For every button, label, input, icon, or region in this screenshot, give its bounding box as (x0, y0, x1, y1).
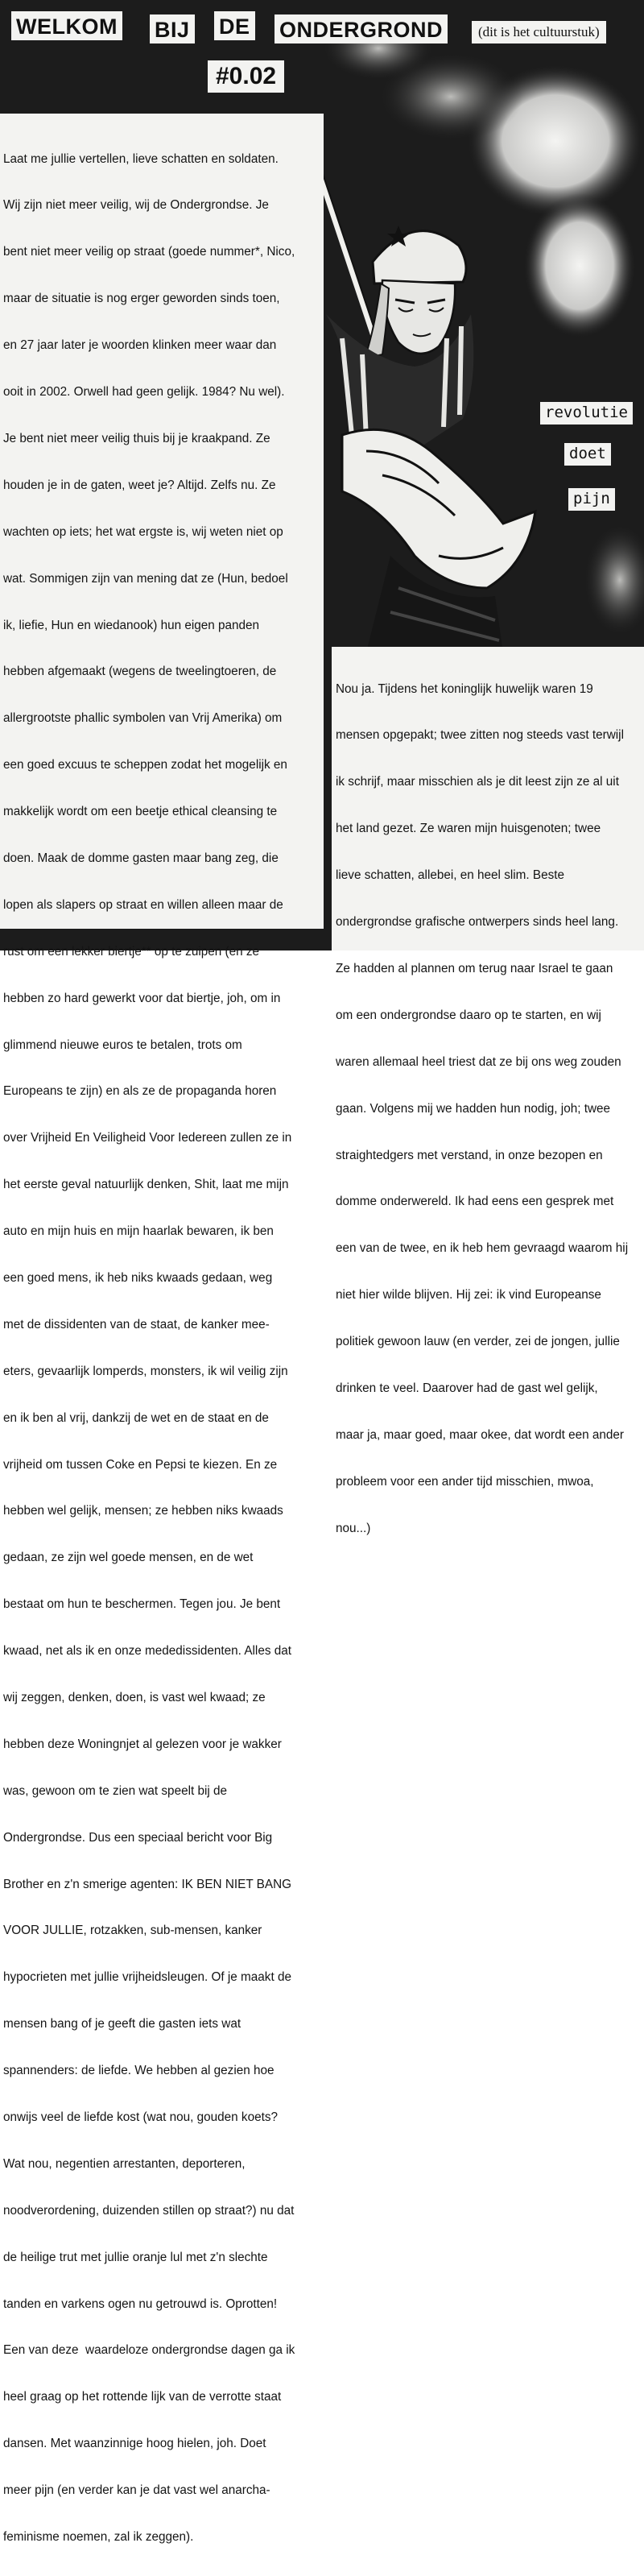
slogan-revolutie: revolutie (540, 402, 633, 425)
article-line: makkelijk wordt om een beetje ethical cleansing te (3, 805, 278, 819)
article-line: de heilige trut met jullie oranje lul met z'n slechte (3, 2250, 268, 2264)
article-line: maar de situatie is nog erger geworden sinds toen, (3, 292, 280, 306)
article-line: VOOR JULLIE, rotzakken, sub-mensen, kanker (3, 1924, 262, 1938)
article-line: doen. Maak de domme gasten maar bang zeg, die (3, 851, 279, 865)
article-line: maar ja, maar goed, maar okee, dat wordt een ander (336, 1427, 624, 1442)
article-line: spannenders: de liefde. We hebben al gezien hoe (3, 2064, 275, 2078)
article-line: bestaat om hun te beschermen. Tegen jou. Je bent (3, 1597, 281, 1612)
article-line: waren allemaal heel triest dat ze bij ons weg zouden (336, 1054, 621, 1069)
article-line: was, gewoon om te zien wat speelt bij de (3, 1783, 228, 1798)
article-line: lieve schatten, allebei, en heel slim. Beste (336, 868, 565, 883)
article-line: en 27 jaar later je woorden klinken meer waar dan (3, 338, 277, 353)
article-line: over Vrijheid En Veiligheid Voor Iedereen zullen ze in (3, 1131, 292, 1145)
article-line: drinken te veel. Daarover had de gast wel gelijk, (336, 1381, 598, 1395)
issue-number: #0.02 (208, 60, 284, 93)
title-word-bij: BIJ (150, 14, 195, 43)
article-line: rust om een lekker biertje** op te zuipen (en ze (3, 944, 260, 959)
article-line: ondergrondse grafische ontwerpers sinds heel lang. (336, 915, 619, 930)
article-line: een van de twee, en ik heb hem gevraagd waarom hij (336, 1241, 629, 1256)
article-line: allergrootste phallic symbolen van Vrij Amerika) om (3, 711, 283, 726)
article-line: Je bent niet meer veilig thuis bij je kraakpand. Ze (3, 431, 270, 445)
article-line: hebben wel gelijk, mensen; ze hebben niks kwaads (3, 1504, 283, 1518)
article-line: ik schrijf, maar misschien als je dit leest zijn ze al uit (336, 775, 619, 789)
article-left-column (0, 114, 324, 2545)
article-line: Wat nou, negentien arrestanten, deporteren, (3, 2156, 246, 2171)
article-line: mensen opgepakt; twee zitten nog steeds vast terwijl (336, 728, 624, 743)
article-line: wij zeggen, denken, doen, is vast wel kwaad; ze (3, 1690, 266, 1704)
article-line: een goed mens, ik heb niks kwaads gedaan, weg (3, 1270, 273, 1285)
article-line: met de dissidenten van de staat, de kanker mee- (3, 1317, 270, 1331)
article-line: gaan. Volgens mij we hadden hun nodig, joh; twee (336, 1101, 611, 1116)
anarchist-figure-with-flag-icon (318, 72, 644, 652)
article-line: kwaad, net als ik en onze mededissidenten. Alles dat (3, 1644, 291, 1659)
article-line: en ik ben al vrij, dankzij de wet en de staat en de (3, 1410, 269, 1425)
article-line: lopen als slapers op straat en willen alleen maar de (3, 897, 283, 912)
article-line: probleem voor een ander tijd misschien, mwoa, (336, 1474, 594, 1489)
article-line: feminisme noemen, zal ik zeggen). (3, 2530, 194, 2545)
article-line: een goed excuus te scheppen zodat het mogelijk en (3, 758, 287, 772)
article-line: vrijheid om tussen Coke en Pepsi te kiezen. En ze (3, 1457, 278, 1472)
subtitle-note: (dit is het cultuurstuk) (472, 21, 606, 43)
article-line: bent niet meer veilig op straat (goede nummer*, Nico, (3, 245, 295, 259)
article-line: nou...) (336, 1521, 371, 1535)
article-line: Laat me jullie vertellen, lieve schatten en soldaten. (3, 151, 279, 166)
article-line: Wij zijn niet meer veilig, wij de Ondergrondse. Je (3, 198, 269, 213)
title-word-welkom: WELKOM (11, 11, 122, 40)
article-line: dansen. Met waanzinnige hoog hielen, joh. Doet (3, 2437, 266, 2451)
article-line: hebben deze Woningnjet al gelezen voor je wakker (3, 1737, 282, 1751)
article-line: Een van deze waardeloze ondergrondse dagen ga ik (3, 2343, 295, 2358)
slogan-doet: doet (564, 443, 611, 466)
article-line: hypocrieten met jullie vrijheidsleugen. Of je maakt de (3, 1970, 291, 1985)
article-line: gedaan, ze zijn wel goede mensen, en de wet (3, 1551, 254, 1565)
article-line: het land gezet. Ze waren mijn huisgenoten; twee (336, 822, 601, 836)
article-line: wat. Sommigen zijn van mening dat ze (Hun, bedoel (3, 571, 288, 586)
article-line: noodverordening, duizenden stillen op straat?) nu dat (3, 2203, 295, 2218)
article-line: meer pijn (en verder kan je dat vast wel anarcha- (3, 2483, 270, 2498)
article-line: Ze hadden al plannen om terug naar Israel te gaan (336, 961, 613, 975)
article-line: Nou ja. Tijdens het koninglijk huwelijk waren 19 (336, 681, 593, 696)
article-line: wachten op iets; het wat ergste is, wij weten niet op (3, 524, 283, 539)
article-line: hebben zo hard gewerkt voor dat biertje, joh, om in (3, 991, 281, 1005)
article-line: Ondergrondse. Dus een speciaal bericht voor Big (3, 1830, 273, 1845)
title-word-ondergrond: ONDERGROND (275, 14, 448, 43)
article-line: mensen bang of je geeft die gasten iets wat (3, 2017, 242, 2031)
article-line: eters, gevaarlijk lomperds, monsters, ik wil veilig zijn (3, 1364, 288, 1378)
article-line: onwijs veel de liefde kost (wat nou, gouden koets? (3, 2110, 278, 2124)
article-line: tanden en varkens ogen nu getrouwd is. Oprotten! (3, 2296, 278, 2311)
article-line: ik, liefie, Hun en wiedanook) hun eigen panden (3, 618, 260, 632)
article-line: hebben afgemaakt (wegens de tweelingtoeren, de (3, 665, 277, 679)
article-line: niet hier wilde blijven. Hij zei: ik vind Europeanse (336, 1288, 601, 1302)
article-line: Brother en z'n smerige agenten: IK BEN NIET BANG (3, 1877, 292, 1891)
article-right-column (332, 647, 644, 1535)
article-line: politiek gewoon lauw (en verder, zei de jongen, jullie (336, 1335, 620, 1349)
slogan-pijn: pijn (568, 488, 615, 511)
article-line: glimmend nieuwe euros te betalen, trots om (3, 1037, 242, 1052)
article-line: Europeans te zijn) en als ze de propaganda horen (3, 1084, 277, 1099)
article-line: auto en mijn huis en mijn haarlak bewaren, ik ben (3, 1224, 274, 1239)
article-line: heel graag op het rottende lijk van de verrotte staat (3, 2390, 282, 2404)
article-line: domme onderwereld. Ik had eens een gesprek met (336, 1195, 614, 1209)
title-word-de: DE (214, 11, 255, 40)
article-line: straightedgers met verstand, in onze bezopen en (336, 1148, 603, 1162)
article-line: om een ondergrondse daaro op te starten, en wij (336, 1008, 601, 1022)
article-line: ooit in 2002. Orwell had geen gelijk. 1984? Nu wel). (3, 385, 285, 400)
article-line: het eerste geval natuurlijk denken, Shit, laat me mijn (3, 1178, 289, 1192)
article-line: houden je in de gaten, weet je? Altijd. Zelfs nu. Ze (3, 478, 276, 492)
